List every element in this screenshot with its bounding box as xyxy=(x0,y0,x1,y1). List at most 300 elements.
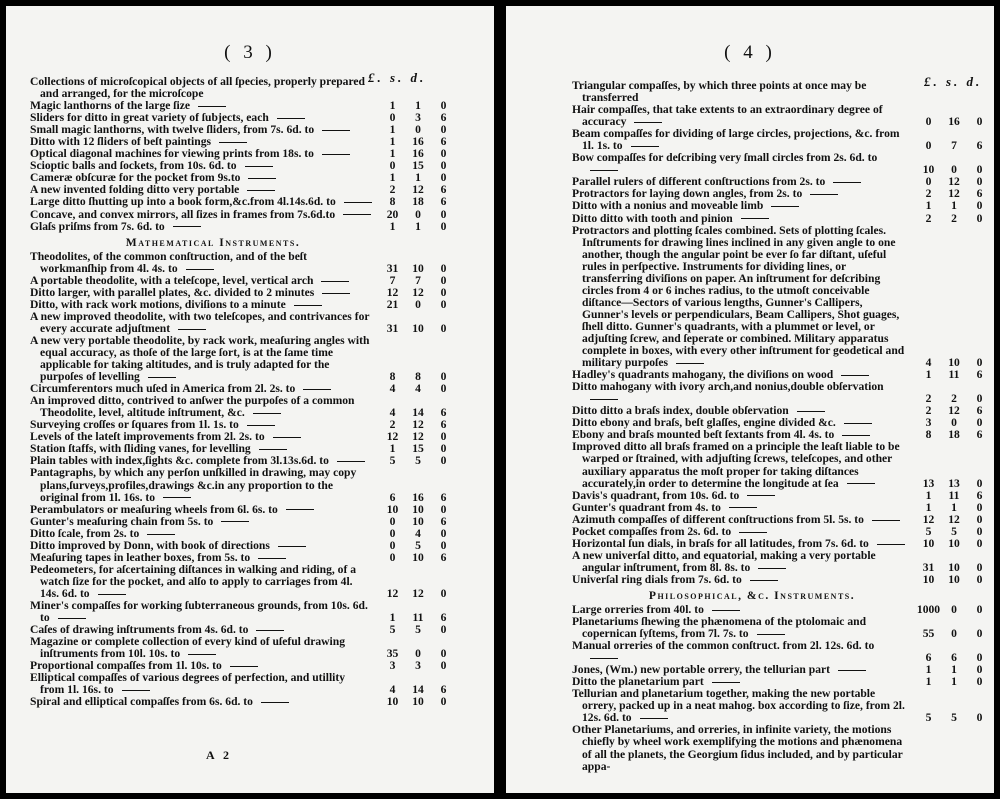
price-shillings: 10 xyxy=(948,536,960,550)
price-shillings: 18 xyxy=(948,428,960,442)
price-pence: 0 xyxy=(440,99,447,113)
leader-rule xyxy=(321,281,349,282)
entry-description: Improved ditto all braſs framed on a principle the leaſt liable to be warped or ſtrained, with adjuſting ſcrews, teleſcopes, and other auxiliary apparatus the moſt proper for taking diſtances accurately,in order to determine the longitude at ſea xyxy=(572,440,900,490)
entry-price xyxy=(380,588,456,600)
price-list xyxy=(572,80,992,773)
entry-price xyxy=(380,516,456,528)
price-pounds: 20 xyxy=(386,207,399,221)
entry-description: Ditto improved by Donn, with book of directions xyxy=(30,538,270,552)
price-pence: 6 xyxy=(440,135,447,149)
entry-description: Bow compaſſes for deſcribing very ſmall circles from 2s. 6d. to xyxy=(572,151,878,165)
price-pounds: 1 xyxy=(925,675,932,689)
price-pounds: 5 xyxy=(389,454,396,468)
entry-description: Circumferentors much uſed in America from 2l. 2s. to xyxy=(30,382,296,396)
price-pence: 0 xyxy=(440,430,447,444)
entry-price xyxy=(380,624,456,636)
entry-description: A new very portable theodolite, by rack work, meaſuring angles with equal accuracy, as thoſe of the large ſort, is at the ſame time applicable for taking altitudes, and is truly adapted for the purpoſes of levelling xyxy=(30,333,370,384)
price-pounds: 10 xyxy=(922,536,935,550)
price-pence: 0 xyxy=(976,356,983,370)
entry-description: Univerſal ring dials from 7s. 6d. to xyxy=(572,572,742,586)
price-pounds: 31 xyxy=(386,321,399,335)
price-pounds: 2 xyxy=(925,404,932,418)
price-pounds: 5 xyxy=(925,711,932,725)
price-pounds: 8 xyxy=(925,428,932,442)
entry-price xyxy=(380,528,456,540)
entry-price xyxy=(916,369,992,381)
entry-price xyxy=(916,574,992,586)
entry-description: Sliders for ditto in great variety of ſubjects, each xyxy=(30,111,269,125)
price-pounds: 55 xyxy=(922,627,935,641)
price-pounds: 12 xyxy=(386,586,399,600)
entry-price xyxy=(380,263,456,275)
price-pounds: 4 xyxy=(389,683,396,697)
entry-description: Plain tables with index,ſights &c. complete from 3l.13s.6d. to xyxy=(30,454,329,468)
price-shillings: 2 xyxy=(951,392,957,406)
entry-description: Levels of the lateſt improvements from 2l. 2s. to xyxy=(30,430,265,444)
price-shillings: 11 xyxy=(412,611,424,625)
price-shillings: 13 xyxy=(948,476,960,490)
price-shillings: 1 xyxy=(415,219,421,233)
price-pence: 6 xyxy=(976,139,983,153)
leader-rule xyxy=(122,690,150,691)
price-pence: 6 xyxy=(440,490,447,504)
entry-description: A new univerſal ditto, and equatorial, making a very portable angular inſtrument, from 8l. 8s. to xyxy=(572,548,876,574)
leader-rule xyxy=(842,435,870,436)
entry-description: Perambulators or meaſuring wheels from 6l. 6s. to xyxy=(30,502,278,516)
price-pence: 0 xyxy=(976,711,983,725)
price-pence: 0 xyxy=(976,199,983,213)
price-pounds: 12 xyxy=(386,430,399,444)
price-pence: 0 xyxy=(976,602,983,616)
price-entry xyxy=(30,311,456,335)
entry-price xyxy=(380,323,456,335)
price-pence: 0 xyxy=(440,586,447,600)
leader-rule xyxy=(98,594,126,595)
leader-rule xyxy=(322,130,350,131)
price-pounds: 1 xyxy=(389,123,396,137)
leader-rule xyxy=(230,666,258,667)
price-pounds: 1 xyxy=(389,442,396,456)
price-shillings: 2 xyxy=(951,211,957,225)
entry-price xyxy=(380,221,456,233)
price-pence: 0 xyxy=(976,675,983,689)
entry-description: Collections of microſcopical objects of all ſpecies, properly prepared and arranged, for the microſcope xyxy=(30,75,365,101)
entry-price xyxy=(916,478,992,490)
price-pounds: 12 xyxy=(922,512,935,526)
price-shillings: 0 xyxy=(951,627,957,641)
price-shillings: 0 xyxy=(415,123,421,137)
price-shillings: 0 xyxy=(415,207,421,221)
price-pence: 6 xyxy=(440,111,447,125)
price-pence: 0 xyxy=(440,159,447,173)
price-pence: 0 xyxy=(440,454,447,468)
section-heading: Philosophical, &c. Instruments. xyxy=(648,588,856,602)
leader-rule xyxy=(178,329,206,330)
price-pence: 6 xyxy=(440,406,447,420)
price-shillings: 5 xyxy=(415,623,421,637)
entry-description: Surveying croſſes or ſquares from 1l. 1s. to xyxy=(30,418,239,432)
entry-price xyxy=(380,696,456,708)
price-pence: 6 xyxy=(976,488,983,502)
leader-rule xyxy=(590,399,618,400)
entry-price xyxy=(380,196,456,208)
price-shillings: 16 xyxy=(412,490,424,504)
price-pounds: 2 xyxy=(925,211,932,225)
price-shillings: 10 xyxy=(948,572,960,586)
price-pence: 0 xyxy=(440,659,447,673)
leader-rule xyxy=(247,425,275,426)
leader-rule xyxy=(872,520,900,521)
entry-description: Gunter's meaſuring chain from 5s. to xyxy=(30,514,214,528)
price-pence: 0 xyxy=(440,123,447,137)
price-shillings: 0 xyxy=(415,297,421,311)
entry-price xyxy=(916,538,992,550)
price-pence: 0 xyxy=(440,297,447,311)
price-pence: 6 xyxy=(976,368,983,382)
leader-rule xyxy=(750,580,778,581)
price-pounds: 1 xyxy=(389,171,396,185)
leader-rule xyxy=(258,558,286,559)
price-shillings: 1 xyxy=(415,99,421,113)
price-pence: 6 xyxy=(440,611,447,625)
price-pence: 0 xyxy=(440,321,447,335)
price-shillings: 10 xyxy=(948,560,960,574)
price-pence: 0 xyxy=(976,627,983,641)
price-pence: 0 xyxy=(440,171,447,185)
price-shillings: 4 xyxy=(415,526,421,540)
price-shillings: 5 xyxy=(415,538,421,552)
entry-description: Concave, and convex mirrors, all ſizes in frames from 7s.6d.to xyxy=(30,207,336,221)
entry-description: A new invented folding ditto very portable xyxy=(30,183,240,197)
price-pounds: 0 xyxy=(389,514,396,528)
entry-price xyxy=(380,299,456,311)
entry-description: Hadley's quadrants mahogany, the diviſions on wood xyxy=(572,368,834,382)
leader-rule xyxy=(337,461,365,462)
price-shillings: 10 xyxy=(412,502,424,516)
price-list-group xyxy=(30,76,456,233)
price-pounds: 10 xyxy=(386,695,399,709)
leader-rule xyxy=(259,449,287,450)
entry-description: Tellurian and planetarium together, making the new portable orrery, packed up in a neat mahog. box according to ſize, from 2l. 12s. 6d. to xyxy=(572,687,905,725)
price-pence: 0 xyxy=(976,211,983,225)
price-pounds: 1 xyxy=(389,611,396,625)
leader-rule xyxy=(219,142,247,143)
price-pounds: 1 xyxy=(389,147,396,161)
price-pence: 6 xyxy=(976,187,983,201)
price-pence: 0 xyxy=(976,163,983,177)
leader-rule xyxy=(634,122,662,123)
price-shillings: 12 xyxy=(948,187,960,201)
leader-rule xyxy=(343,214,371,215)
price-pence: 0 xyxy=(440,261,447,275)
price-entry xyxy=(572,80,992,104)
entry-price xyxy=(916,514,992,526)
entry-description: Optical diagonal machines for viewing prints from 18s. to xyxy=(30,147,314,161)
entry-price xyxy=(380,455,456,467)
price-shillings: 12 xyxy=(948,404,960,418)
price-entry xyxy=(30,564,456,600)
entry-description: Pocket compaſſes from 2s. 6d. to xyxy=(572,524,732,538)
leader-rule xyxy=(273,437,301,438)
entry-price xyxy=(916,140,992,152)
leader-rule xyxy=(344,202,372,203)
price-pounds: 21 xyxy=(386,297,399,311)
leader-rule xyxy=(253,413,281,414)
entry-price xyxy=(380,504,456,516)
price-shillings: 12 xyxy=(412,586,424,600)
price-pounds: 0 xyxy=(389,538,396,552)
leader-rule xyxy=(247,190,275,191)
price-pounds: 2 xyxy=(925,187,932,201)
price-shillings: 4 xyxy=(415,382,421,396)
entry-description: Meaſuring tapes in leather boxes, from 5s. to xyxy=(30,550,251,564)
entry-description: Hair compaſſes, that take extents to an extraordinary degree of accuracy xyxy=(572,103,883,129)
price-pence: 6 xyxy=(440,514,447,528)
price-pounds: 8 xyxy=(389,370,396,384)
price-shillings: 3 xyxy=(415,659,421,673)
currency-header: £. s. d. xyxy=(924,74,983,89)
price-pounds: 4 xyxy=(389,382,396,396)
leader-rule xyxy=(294,305,322,306)
price-pence: 0 xyxy=(976,512,983,526)
price-pence: 0 xyxy=(976,536,983,550)
price-pence: 0 xyxy=(976,663,983,677)
entry-price xyxy=(916,116,992,128)
leader-rule xyxy=(286,509,314,510)
leader-rule xyxy=(256,630,284,631)
price-pence: 0 xyxy=(440,695,447,709)
section-heading: Mathematical Instruments. xyxy=(125,235,301,249)
price-entry xyxy=(30,221,456,233)
price-pounds: 10 xyxy=(922,572,935,586)
price-list-group xyxy=(30,251,456,709)
price-pounds: 0 xyxy=(389,111,396,125)
entry-description: Ditto with a nonius and moveable limb xyxy=(572,199,764,213)
entry-description: Protractors for laying down angles, from 2s. to xyxy=(572,187,803,201)
price-pounds: 12 xyxy=(386,285,399,299)
price-pounds: 5 xyxy=(925,524,932,538)
entry-description: Ditto the planetarium part xyxy=(572,675,704,689)
price-pounds: 4 xyxy=(389,406,396,420)
price-pounds: 1 xyxy=(925,663,932,677)
entry-description: Planetariums ſhewing the phænomena of the ptolomaic and copernican ſyſtems, from 7l. 7s. to xyxy=(572,615,867,641)
price-pounds: 6 xyxy=(389,490,396,504)
entry-price xyxy=(380,540,456,552)
price-pence: 0 xyxy=(976,392,983,406)
price-pounds: 0 xyxy=(389,526,396,540)
price-pence: 0 xyxy=(976,416,983,430)
price-entry xyxy=(572,381,992,405)
price-entry xyxy=(572,152,992,176)
entry-description: An improved ditto, contrived to anſwer the purpoſes of a common Theodolite, level, altitude inſtrument, &c. xyxy=(30,394,355,420)
price-pence: 0 xyxy=(440,147,447,161)
leader-rule xyxy=(277,118,305,119)
price-pounds: 13 xyxy=(922,476,935,490)
left-page xyxy=(6,6,494,793)
price-pence: 0 xyxy=(440,219,447,233)
entry-description: Station ſtaffs, with ſliding vanes, for levelling xyxy=(30,442,251,456)
price-pounds: 1000 xyxy=(916,602,941,616)
price-shillings: 18 xyxy=(412,195,424,209)
price-pounds: 31 xyxy=(386,261,399,275)
entry-description: Ditto larger, with parallel plates, &c. divided to 2 minutes xyxy=(30,285,315,299)
entry-description: Large orreries from 40l. to xyxy=(572,602,704,616)
price-pounds: 0 xyxy=(925,139,932,153)
price-shillings: 12 xyxy=(412,430,424,444)
price-shillings: 12 xyxy=(412,183,424,197)
price-pence: 0 xyxy=(976,572,983,586)
price-pence: 0 xyxy=(440,647,447,661)
price-pence: 0 xyxy=(976,115,983,129)
price-entry xyxy=(30,636,456,660)
price-list-group xyxy=(572,604,992,773)
price-shillings: 11 xyxy=(948,488,960,502)
price-pounds: 10 xyxy=(386,502,399,516)
price-shillings: 1 xyxy=(951,675,957,689)
entry-description: Pantagraphs, by which any perſon unſkilled in drawing, may copy plans,ſurveys,profiles,drawings &c.in any proportion to the original from 1l. 16s. to xyxy=(30,466,357,504)
price-entry xyxy=(572,574,992,586)
entry-description: Parallel rulers of different conſtructions from 2s. to xyxy=(572,175,826,189)
entry-description: Spiral and elliptical compaſſes from 6s. 6d. to xyxy=(30,695,253,709)
leader-rule xyxy=(712,682,740,683)
right-page xyxy=(506,6,994,793)
price-shillings: 7 xyxy=(951,139,957,153)
price-entry xyxy=(572,688,992,724)
leader-rule xyxy=(148,377,176,378)
leader-rule xyxy=(278,546,306,547)
price-shillings: 5 xyxy=(951,524,957,538)
entry-description: Proportional compaſſes from 1l. 10s. to xyxy=(30,659,222,673)
price-shillings: 5 xyxy=(415,454,421,468)
leader-rule xyxy=(303,389,331,390)
price-shillings: 14 xyxy=(412,406,424,420)
price-pounds: 2 xyxy=(389,418,396,432)
leader-rule xyxy=(771,206,799,207)
leader-rule xyxy=(245,166,273,167)
entry-price xyxy=(916,200,992,212)
leader-rule xyxy=(188,654,216,655)
leader-rule xyxy=(640,718,668,719)
price-entry xyxy=(572,640,992,664)
entry-description: Ditto ſcale, from 2s. to xyxy=(30,526,140,540)
price-pounds: 4 xyxy=(925,356,932,370)
leader-rule xyxy=(838,670,866,671)
entry-description: Elliptical compaſſes of various degrees of perfection, and utillity from 1l. 16s. to xyxy=(30,671,346,697)
price-shillings: 6 xyxy=(951,651,957,665)
price-shillings: 10 xyxy=(412,695,424,709)
leader-rule xyxy=(221,521,249,522)
price-pence: 6 xyxy=(440,418,447,432)
price-pounds: 0 xyxy=(925,175,932,189)
price-pounds: 1 xyxy=(389,219,396,233)
price-shillings: 7 xyxy=(415,273,421,287)
price-pounds: 1 xyxy=(925,488,932,502)
entry-price xyxy=(380,552,456,564)
price-entry xyxy=(30,672,456,696)
price-pence: 0 xyxy=(976,651,983,665)
entry-description: Triangular compaſſes, by which three points at once may be transferred xyxy=(572,79,867,105)
price-entry xyxy=(572,441,992,489)
price-entry xyxy=(30,696,456,708)
leader-rule xyxy=(261,702,289,703)
leader-rule xyxy=(198,106,226,107)
price-pounds: 7 xyxy=(389,273,396,287)
price-pence: 0 xyxy=(440,207,447,221)
entry-description: Pedeometers, for aſcertaining diſtances in walking and riding, of a watch ſize for the pocket, and alſo to apply to carriages from 4l. 14s. 6d. to xyxy=(30,562,357,600)
entry-description: Ditto, with rack work motions, diviſions to a minute xyxy=(30,297,286,311)
price-pounds: 0 xyxy=(389,159,396,173)
price-entry xyxy=(30,600,456,624)
leader-rule xyxy=(322,154,350,155)
entry-price xyxy=(916,604,992,616)
price-shillings: 8 xyxy=(415,370,421,384)
price-shillings: 14 xyxy=(412,683,424,697)
price-entry xyxy=(572,550,992,574)
leader-rule xyxy=(186,269,214,270)
leader-rule xyxy=(590,658,618,659)
page-number: ( 4 ) xyxy=(724,42,776,63)
price-list-group xyxy=(572,80,992,586)
entry-description: Ditto with 12 ſliders of beſt paintings xyxy=(30,135,211,149)
price-entry xyxy=(30,251,456,275)
entry-description: Theodolites, of the common conſtruction, and of the beſt workmanſhip from 4l. 4s. to xyxy=(30,249,307,275)
price-pence: 0 xyxy=(976,175,983,189)
price-pence: 6 xyxy=(440,183,447,197)
price-shillings: 11 xyxy=(948,368,960,382)
price-pence: 0 xyxy=(440,538,447,552)
leader-rule xyxy=(877,544,905,545)
leader-rule xyxy=(841,375,869,376)
price-pounds: 0 xyxy=(925,115,932,129)
price-pence: 0 xyxy=(440,623,447,637)
price-entry xyxy=(572,128,992,152)
leader-rule xyxy=(833,182,861,183)
price-pounds: 1 xyxy=(925,199,932,213)
price-shillings: 0 xyxy=(951,602,957,616)
price-pounds: 6 xyxy=(925,651,932,665)
entry-price xyxy=(916,628,992,640)
price-pounds: 2 xyxy=(925,392,932,406)
entry-description: Glaſs priſms from 7s. 6d. to xyxy=(30,219,165,233)
price-shillings: 10 xyxy=(948,356,960,370)
price-pence: 0 xyxy=(976,524,983,538)
entry-price xyxy=(380,275,456,287)
leader-rule xyxy=(58,618,86,619)
price-pounds: 35 xyxy=(386,647,399,661)
price-pence: 6 xyxy=(440,195,447,209)
leader-rule xyxy=(844,423,872,424)
entry-price xyxy=(380,287,456,299)
entry-price xyxy=(916,429,992,441)
price-shillings: 10 xyxy=(412,321,424,335)
leader-rule xyxy=(163,497,191,498)
price-pounds: 2 xyxy=(389,183,396,197)
price-shillings: 3 xyxy=(415,111,421,125)
entry-price xyxy=(380,209,456,221)
leader-rule xyxy=(758,568,786,569)
price-shillings: 0 xyxy=(951,416,957,430)
leader-rule xyxy=(147,534,175,535)
price-entry xyxy=(572,225,992,370)
price-pounds: 1 xyxy=(389,135,396,149)
price-pounds: 1 xyxy=(389,99,396,113)
entry-description: Gunter's quadrant from 4s. to xyxy=(572,500,721,514)
price-pence: 6 xyxy=(440,550,447,564)
entry-description: Ditto ditto a braſs index, double obſervation xyxy=(572,404,789,418)
entry-description: Azimuth compaſſes of different conſtructions from 5l. 5s. to xyxy=(572,512,864,526)
leader-rule xyxy=(747,495,775,496)
price-pence: 0 xyxy=(440,273,447,287)
